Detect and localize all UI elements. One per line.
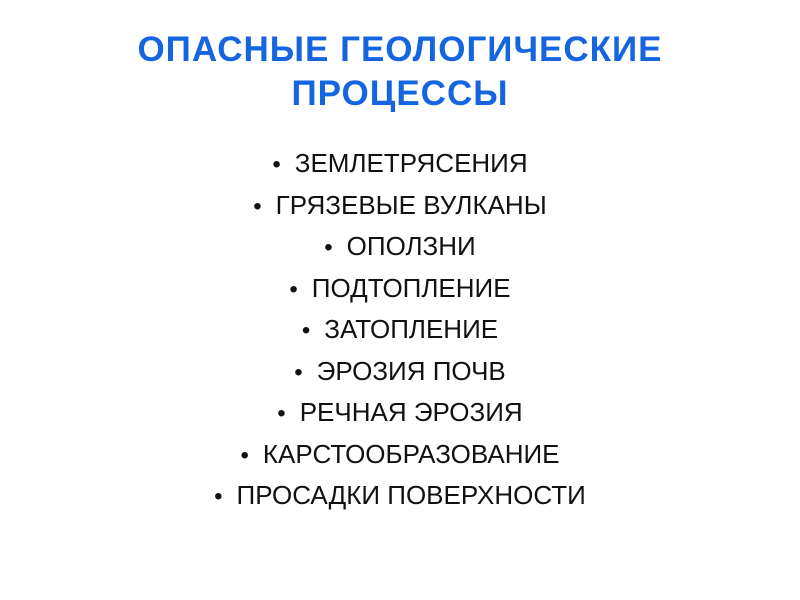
list-item bbox=[0, 226, 800, 268]
bullet-icon: • bbox=[294, 358, 303, 386]
bullet-icon: • bbox=[301, 317, 311, 344]
bullet-icon: • bbox=[277, 400, 286, 427]
slide-title-line-1: ОПАСНЫЕ ГЕОЛОГИЧЕСКИЕ bbox=[137, 30, 663, 69]
list-item bbox=[0, 309, 800, 351]
list-item-text: ПОДТОПЛЕНИЕ bbox=[311, 272, 511, 303]
slide-title-line-2: ПРОЦЕССЫ bbox=[291, 74, 509, 113]
list-item bbox=[0, 434, 800, 476]
list-item-text: ЭРОЗИЯ ПОЧВ bbox=[316, 355, 506, 386]
bullet-icon: • bbox=[289, 275, 298, 303]
bullet-icon: • bbox=[324, 234, 333, 261]
list-item-text: ГРЯЗЕВЫЕ ВУЛКАНЫ bbox=[275, 189, 547, 220]
list-item bbox=[0, 185, 800, 227]
bullet-list bbox=[0, 143, 800, 517]
list-item bbox=[0, 268, 800, 310]
bullet-icon: • bbox=[272, 151, 281, 178]
list-item bbox=[0, 351, 800, 393]
bullet-icon: • bbox=[253, 192, 262, 220]
list-item-text: ЗАТОПЛЕНИЕ bbox=[324, 314, 499, 344]
list-item-text: РЕЧНАЯ ЭРОЗИЯ bbox=[299, 397, 523, 427]
list-item bbox=[0, 475, 800, 517]
list-item bbox=[0, 392, 800, 434]
bullet-icon: • bbox=[240, 441, 249, 469]
bullet-icon: • bbox=[214, 483, 223, 510]
list-item-text: ЗЕМЛЕТРЯСЕНИЯ bbox=[294, 148, 528, 178]
list-item-text: КАРСТООБРАЗОВАНИЕ bbox=[262, 438, 560, 469]
list-item-text: ПРОСАДКИ ПОВЕРХНОСТИ bbox=[236, 480, 586, 510]
slide-title bbox=[0, 28, 800, 116]
list-item bbox=[0, 143, 800, 185]
list-item-text: ОПОЛЗНИ bbox=[346, 231, 476, 261]
